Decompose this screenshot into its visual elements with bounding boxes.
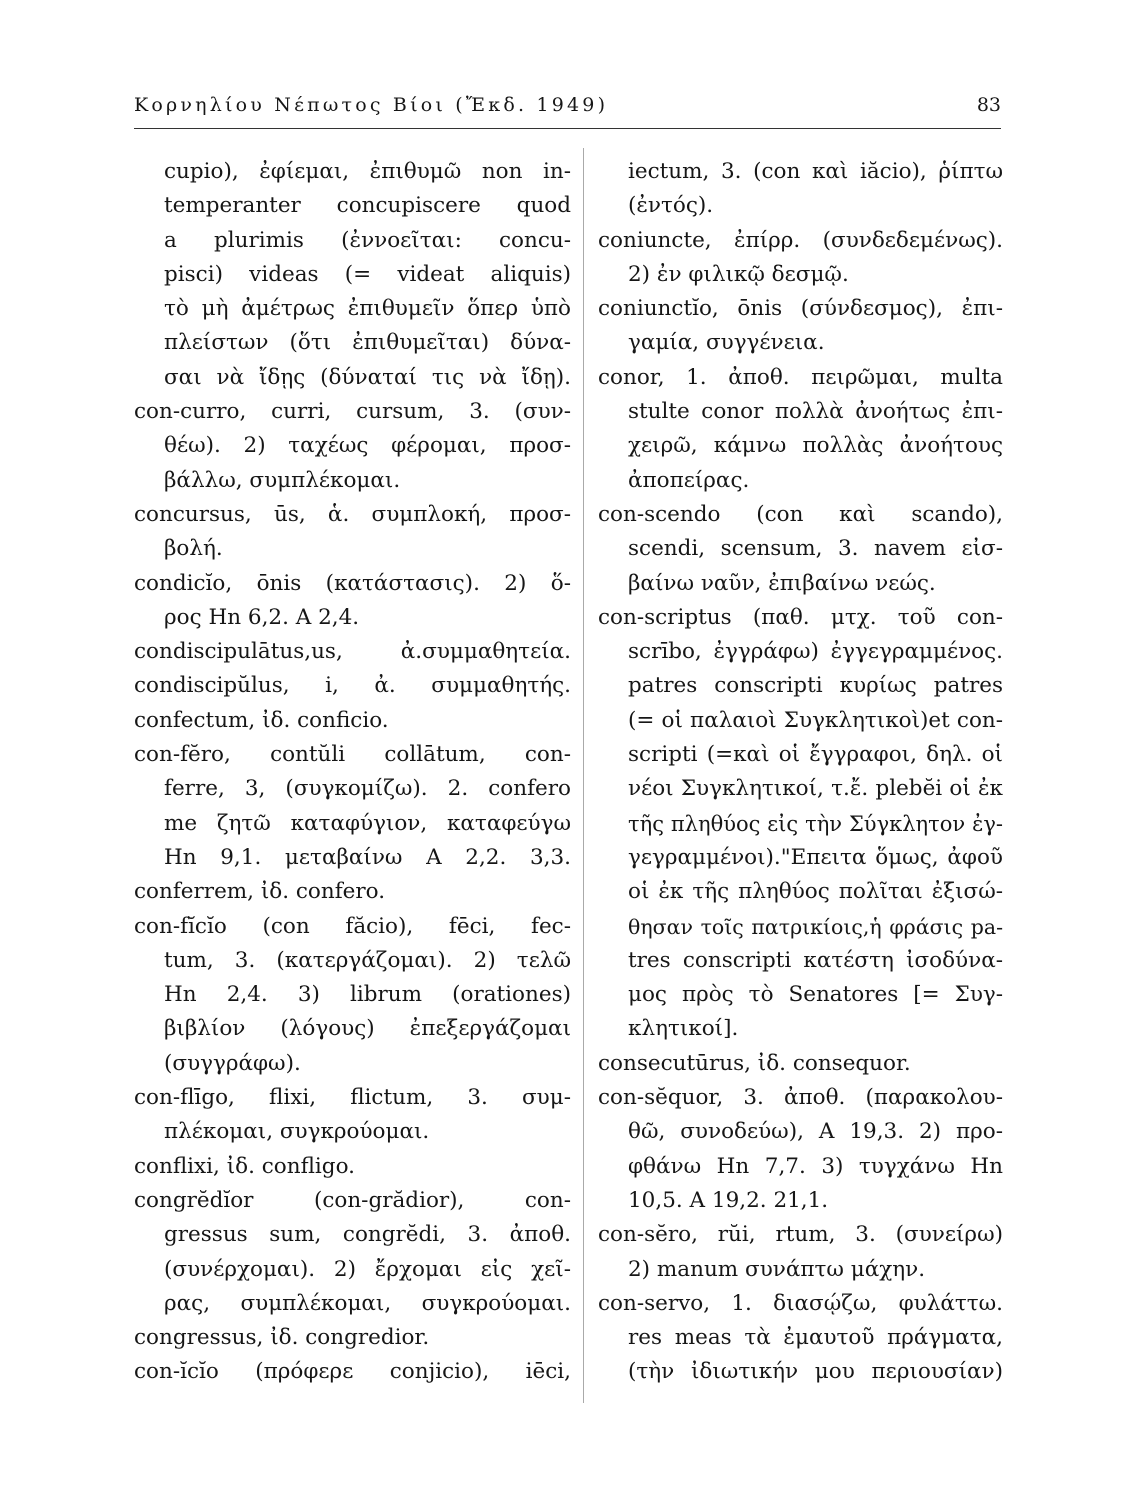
dictionary-line: temperanter concupiscere quod: [164, 193, 571, 219]
dictionary-line: conor, 1. ἀποθ. πειρῶμαι, multa: [598, 364, 1003, 390]
dictionary-line: 2) ἐν φιλικῷ δεσμῷ.: [628, 261, 849, 287]
dictionary-line: con-servo, 1. διασῴζω, φυλάττω.: [598, 1290, 1003, 1316]
dictionary-line: κλητικοί].: [628, 1016, 739, 1042]
dictionary-line: φθάνω Hn 7,7. 3) τυγχάνω Hn: [628, 1153, 1003, 1179]
dictionary-line: con-flīgo, flixi, flictum, 3. συμ-: [134, 1085, 571, 1111]
dictionary-line: conflixi, ἰδ. confligo.: [134, 1153, 355, 1179]
dictionary-line: res meas τὰ ἐμαυτοῦ πράγματα,: [628, 1325, 1003, 1351]
dictionary-line: con-ĭcĭo (πρόφερε conjicio), iēci,: [134, 1359, 571, 1385]
dictionary-line: Hn 9,1. μεταβαίνω A 2,2. 3,3.: [164, 844, 571, 870]
dictionary-line: scendi, scensum, 3. navem εἰσ-: [628, 536, 1003, 562]
dictionary-line: τῆς πληθύος εἰς τὴν Σύγκλητον ἐγ-: [628, 811, 1003, 836]
dictionary-line: con-sĕro, rŭi, rtum, 3. (συνείρω): [598, 1222, 1003, 1248]
dictionary-line: Hn 2,4. 3) librum (orationes): [164, 982, 571, 1008]
dictionary-line: 10,5. A 19,2. 21,1.: [628, 1187, 829, 1213]
dictionary-line: βάλλω, συμπλέκομαι.: [164, 467, 401, 493]
dictionary-line: (ἐντός).: [628, 193, 714, 219]
dictionary-line: (= οἱ παλαιοὶ Συγκλητικοὶ)et con-: [628, 707, 1003, 733]
dictionary-line: (συνέρχομαι). 2) ἔρχομαι εἰς χεῖ-: [164, 1256, 571, 1282]
dictionary-line: (τὴν ἰδιωτικήν μου περιουσίαν): [628, 1359, 1003, 1385]
dictionary-line: ἀποπείρας.: [628, 467, 750, 493]
dictionary-line: πλείστων (ὅτι ἐπιθυμεῖται) δύνα-: [164, 330, 571, 356]
dictionary-line: νέοι Συγκλητικοί, τ.ἔ. plebĕi οἱ ἐκ: [628, 776, 1003, 802]
dictionary-line: patres conscripti κυρίως patres: [628, 673, 1003, 699]
dictionary-line: θησαν τοῖς πατρικίοις,ἡ φράσις pa-: [628, 914, 1003, 939]
dictionary-line: χειρῶ, κάμνω πολλὰς ἀνοήτους: [628, 433, 1003, 459]
header-title: Κορνηλίου Νέπωτος Βίοι (Ἔκδ. 1949): [134, 94, 609, 116]
dictionary-line: con-scriptus (παθ. μτχ. τοῦ con-: [598, 604, 1003, 630]
dictionary-line: coniunctĭo, ōnis (σύνδεσμος), ἐπι-: [598, 296, 1003, 322]
dictionary-line: con-curro, curri, cursum, 3. (συν-: [134, 399, 571, 425]
dictionary-line: stulte conor πολλὰ ἀνοήτως ἐπι-: [628, 399, 1003, 425]
dictionary-line: concursus, ūs, ἁ. συμπλοκή, προσ-: [134, 501, 571, 527]
dictionary-line: ferre, 3, (συγκομίζω). 2. confero: [164, 776, 571, 802]
dictionary-line: consecutūrus, ἰδ. consequor.: [598, 1050, 911, 1076]
dictionary-line: tum, 3. (κατεργάζομαι). 2) τελῶ: [164, 947, 571, 973]
dictionary-line: ρος Hn 6,2. A 2,4.: [164, 604, 360, 630]
dictionary-line: conferrem, ἰδ. confero.: [134, 879, 386, 905]
dictionary-line: congressus, ἰδ. congredior.: [134, 1325, 430, 1351]
page-number: 83: [976, 94, 1001, 116]
dictionary-line: ρας, συμπλέκομαι, συγκρούομαι.: [164, 1290, 571, 1316]
dictionary-line: scripti (=καὶ οἱ ἔγγραφοι, δηλ. οἱ: [628, 742, 1003, 768]
dictionary-line: confectum, ἰδ. conficio.: [134, 707, 389, 733]
dictionary-line: θέω). 2) ταχέως φέρομαι, προσ-: [164, 433, 571, 459]
dictionary-line: congrĕdĭor (con-grădior), con-: [134, 1187, 571, 1213]
dictionary-line: a plurimis (ἐννοεῖται: concu-: [164, 227, 571, 253]
dictionary-line: θῶ, συνοδεύω), A 19,3. 2) προ-: [628, 1119, 1003, 1145]
dictionary-line: con-fĕro, contŭli collātum, con-: [134, 742, 571, 768]
dictionary-line: γεγραμμένοι)."Επειτα ὅμως, ἀφοῦ: [628, 844, 1003, 870]
dictionary-line: con-sĕquor, 3. ἀποθ. (παρακολου-: [598, 1085, 1003, 1111]
dictionary-line: σαι νὰ ἴδῃς (δύναταί τις νὰ ἴδῃ).: [164, 364, 571, 390]
dictionary-line: scrībo, ἐγγράφω) ἐγγεγραμμένος.: [628, 639, 1003, 665]
dictionary-line: cupio), ἐφίεμαι, ἐπιθυμῶ non in-: [164, 159, 571, 184]
left-column: [134, 155, 571, 1390]
dictionary-line: con-fĭcĭo (con făcio), fēci, fec-: [134, 913, 571, 939]
dictionary-line: condiscipŭlus, i, ἀ. συμμαθητής.: [134, 673, 571, 699]
dictionary-line: βαίνω ναῦν, ἐπιβαίνω νεώς.: [628, 570, 936, 596]
dictionary-line: condicĭo, ōnis (κατάστασις). 2) ὅ-: [134, 570, 571, 596]
dictionary-line: βιβλίον (λόγους) ἐπεξεργάζομαι: [164, 1016, 571, 1042]
dictionary-line: πλέκομαι, συγκρούομαι.: [164, 1119, 430, 1145]
dictionary-line: (συγγράφω).: [164, 1050, 301, 1076]
dictionary-line: iectum, 3. (con καὶ iăcio), ῥίπτω: [628, 159, 1003, 184]
right-column: [598, 155, 1003, 1390]
dictionary-line: pisci) videas (= videat aliquis): [164, 261, 571, 287]
dictionary-line: gressus sum, congrĕdi, 3. ἀποθ.: [164, 1222, 571, 1248]
dictionary-line: βολή.: [164, 536, 223, 562]
header-rule: [134, 128, 1001, 129]
column-divider: [583, 148, 584, 1403]
dictionary-line: me ζητῶ καταφύγιον, καταφεύγω: [164, 810, 571, 836]
dictionary-line: οἱ ἐκ τῆς πληθύος πολῖται ἐξισώ-: [628, 879, 1003, 905]
running-header: [134, 94, 1001, 122]
dictionary-line: μος πρὸς τὸ Senatores [= Συγ-: [628, 982, 1003, 1008]
dictionary-line: tres conscripti κατέστη ἰσοδύνα-: [628, 947, 1003, 973]
dictionary-line: 2) manum συνάπτω μάχην.: [628, 1256, 926, 1282]
dictionary-line: τὸ μὴ ἀμέτρως ἐπιθυμεῖν ὅπερ ὑπὸ: [164, 296, 571, 322]
dictionary-line: coniuncte, ἐπίρρ. (συνδεδεμένως).: [598, 227, 1003, 253]
dictionary-line: γαμία, συγγένεια.: [628, 330, 825, 356]
dictionary-line: condiscipulātus,us, ἀ.συμμαθητεία.: [134, 639, 571, 665]
dictionary-line: con-scendo (con καὶ scando),: [598, 501, 1003, 527]
